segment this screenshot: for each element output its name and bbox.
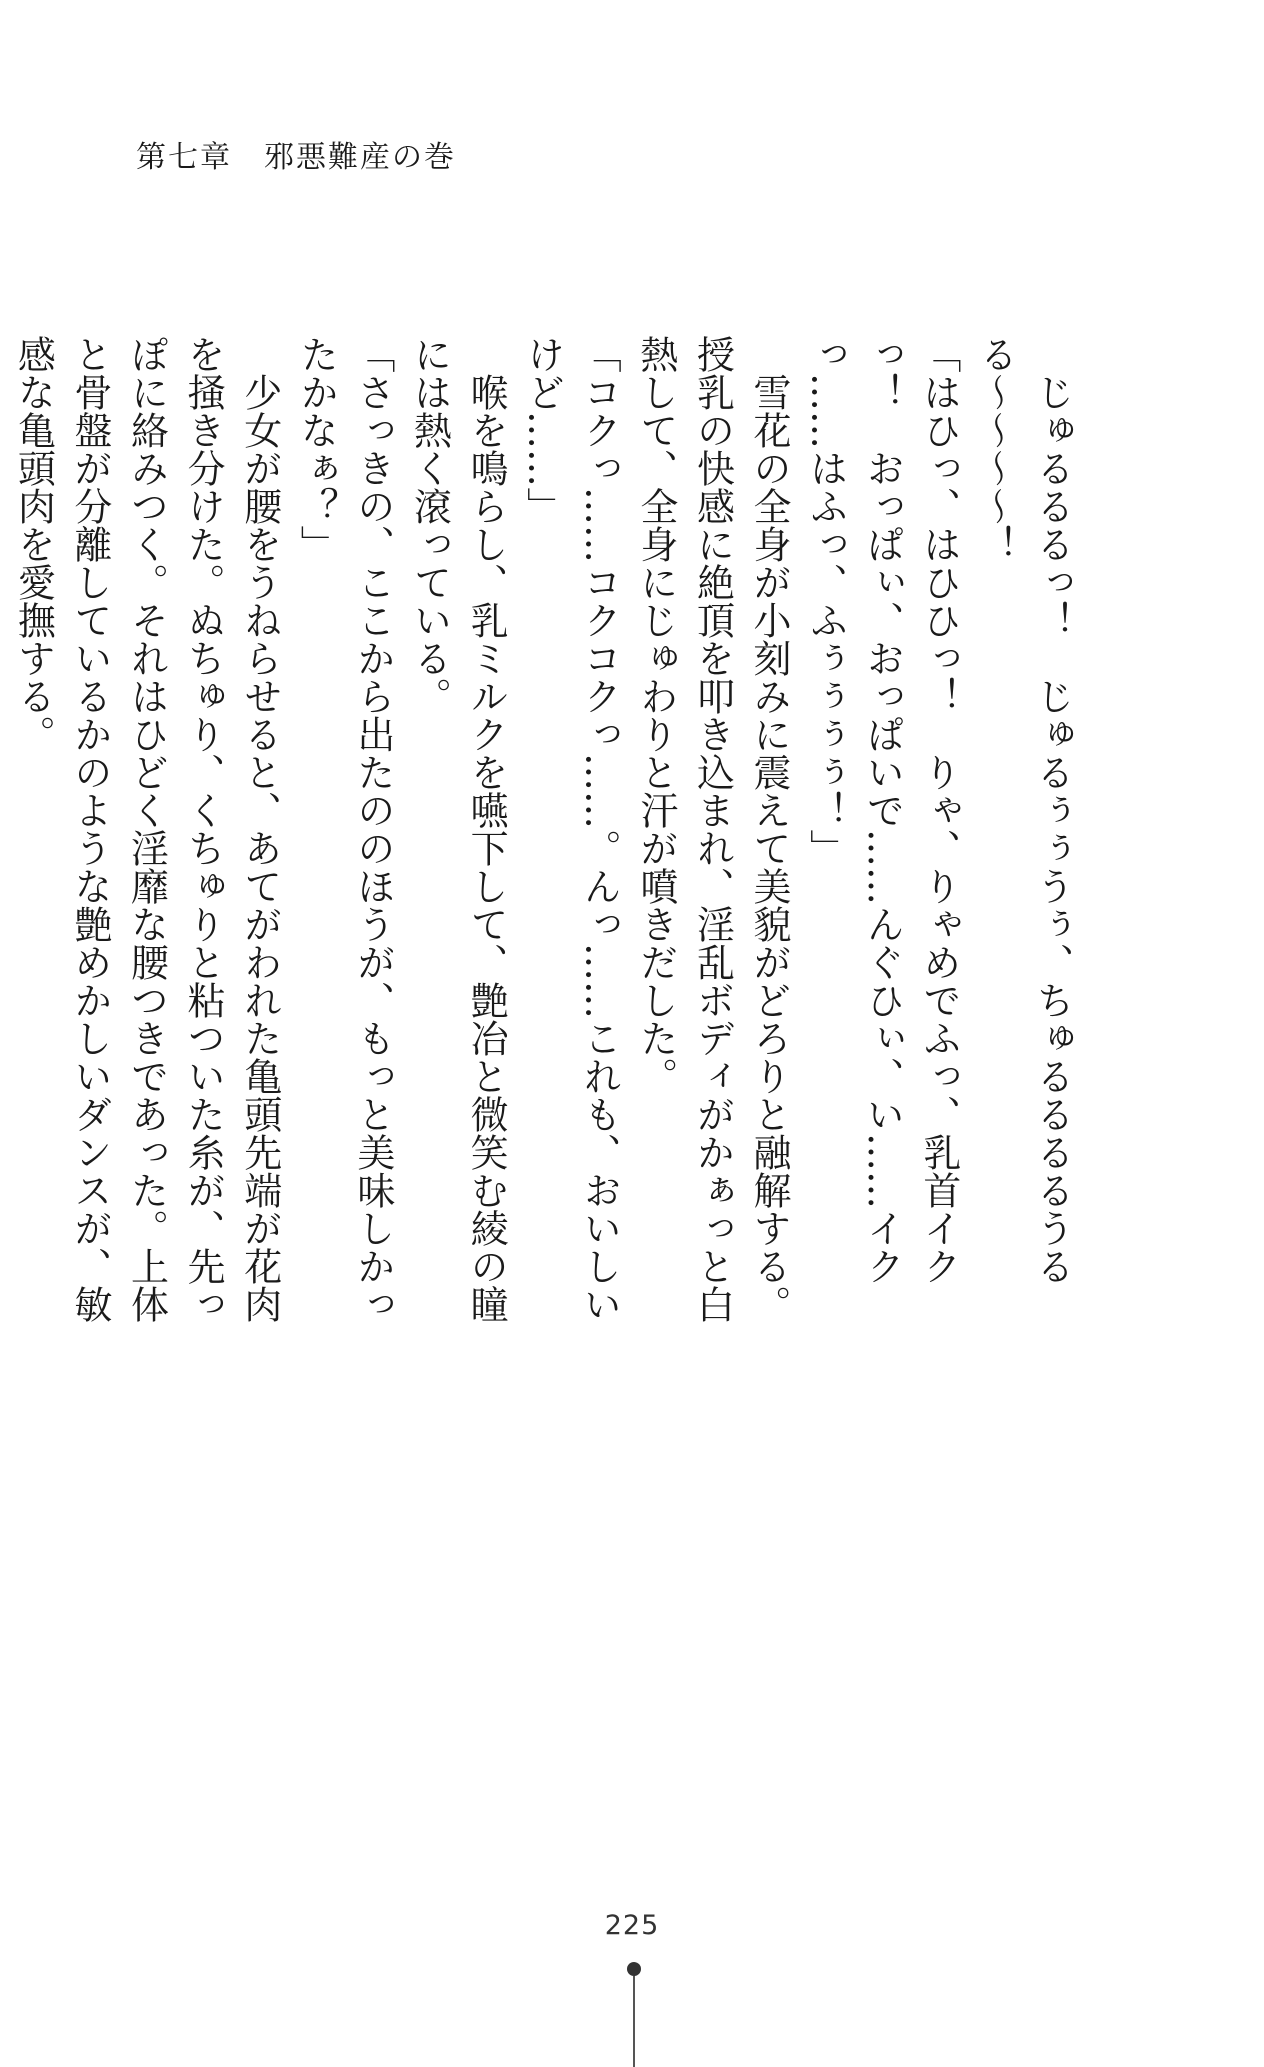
page-marker-dot bbox=[627, 1962, 641, 1976]
paragraph: じゅるるるっ！ じゅるぅぅうぅ、ちゅるるるるうるる〜〜〜〜！ bbox=[973, 335, 1074, 1285]
paragraph: 「さっきの、ここから出たののほうが、もっと美味しかったかなぁ？」 bbox=[294, 335, 395, 1323]
paragraph: 喉を鳴らし、乳ミルクを嚥下して、艶冶と微笑む綾の瞳には熱く滾っている。 bbox=[407, 335, 509, 1323]
paragraph: 少女が腰をうねらせると、あてがわれた亀頭先端が花肉を掻き分けた。ぬちゅり、くちゅりと粘ついた糸が、先っぽに絡みつく。それはひどく淫靡な腰つきであった。上体と骨盤が分離しているかのような艶めかしいダンスが、敏感な亀頭肉を愛撫する。 bbox=[11, 335, 282, 1323]
paragraph: 「はひっ、はひひっ！ りゃ、りゃめでふっ、乳首イクっ！ おっぱぃ、おっぱいで……んぐひぃ、い……イクっ……はふっ、ふぅぅぅぅ！」 bbox=[803, 335, 961, 1285]
page-number: 225 bbox=[604, 1910, 660, 1941]
page-marker-line bbox=[633, 1976, 635, 2067]
body-text bbox=[11, 335, 1080, 1335]
paragraph bbox=[0, 335, 5, 1335]
running-head: 第七章 邪悪難産の巻 bbox=[136, 140, 456, 175]
paragraph: 「コクっ……コクコクっ……。んっ……これも、おいしいけど……」 bbox=[520, 335, 622, 1323]
paragraph: 雪花の全身が小刻みに震えて美貌がどろりと融解する。授乳の快感に絶頂を叩き込まれ、淫乱ボディがかぁっと白熱して、全身にじゅわりと汗が噴きだした。 bbox=[633, 335, 792, 1323]
